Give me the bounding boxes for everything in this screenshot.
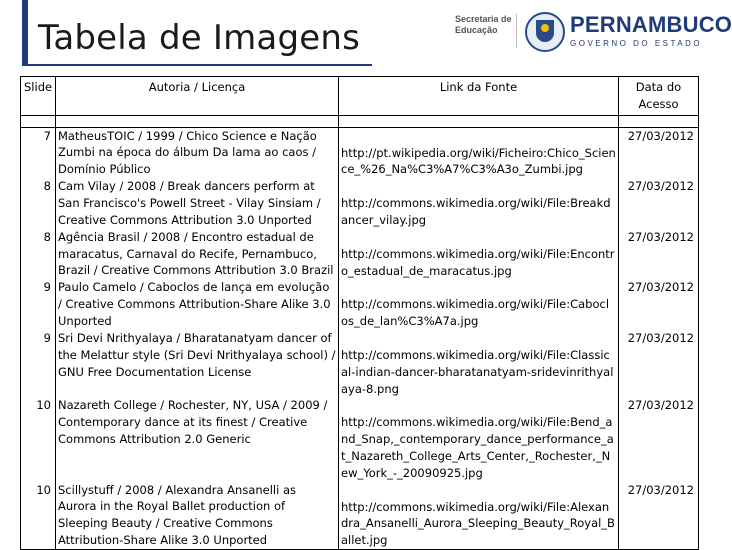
access-date-cell: 27/03/2012	[619, 178, 699, 229]
link-cell[interactable]: http://commons.wikimedia.org/wiki/File:Caboclos_de_lan%C3%A7a.jpg	[339, 279, 619, 330]
state-crest-icon	[525, 12, 565, 52]
link-cell[interactable]: http://commons.wikimedia.org/wiki/File:Classical-indian-dancer-bharatanatyam-sridevinrithyalaya-8.png	[339, 330, 619, 397]
link-cell[interactable]: http://commons.wikimedia.org/wiki/File:Encontro_estadual_de_maracatus.jpg	[339, 229, 619, 280]
table-row	[21, 279, 699, 330]
link-cell[interactable]: http://pt.wikipedia.org/wiki/Ficheiro:Chico_Science_%26_Na%C3%A7%C3%A3o_Zumbi.jpg	[339, 127, 619, 178]
page-title: Tabela de Imagens	[38, 18, 361, 58]
column-header-slide: Slide	[21, 77, 56, 116]
table-row	[21, 482, 699, 550]
title-bar	[0, 0, 732, 66]
secretaria-line-1: Secretaria de	[455, 14, 512, 24]
brand-logo	[570, 12, 732, 48]
autoria-cell: Nazareth College / Rochester, NY, USA / 2009 / Contemporary dance at its finest / Creative Commons Attribution 2.0 Generic	[56, 397, 339, 481]
slide-number: 8	[21, 229, 56, 280]
title-underline	[22, 64, 372, 66]
table-body	[21, 127, 699, 549]
title-accent-bar	[22, 0, 28, 64]
link-cell[interactable]: http://commons.wikimedia.org/wiki/File:Breakdancer_vilay.jpg	[339, 178, 619, 229]
autoria-cell: MatheusTOIC / 1999 / Chico Science e Nação Zumbi na época do álbum Da lama ao caos / Domínio Público	[56, 127, 339, 178]
column-header-data: Data do Acesso	[619, 77, 699, 116]
autoria-cell: Scillystuff / 2008 / Alexandra Ansanelli as Aurora in the Royal Ballet production of Sleeping Beauty / Creative Commons Attribution-Share Alike 3.0 Unported	[56, 482, 339, 550]
slide-number: 9	[21, 330, 56, 397]
secretaria-logo	[455, 14, 517, 48]
link-cell[interactable]: http://commons.wikimedia.org/wiki/File:Alexandra_Ansanelli_Aurora_Sleeping_Beauty_Royal_Ballet.jpg	[339, 482, 619, 550]
header-separator	[21, 115, 699, 127]
brand-subtitle: GOVERNO DO ESTADO	[570, 39, 703, 48]
slide-number: 7	[21, 127, 56, 178]
access-date-cell: 27/03/2012	[619, 482, 699, 550]
table-header-row	[21, 77, 699, 116]
table-row	[21, 229, 699, 280]
column-header-autoria: Autoria / Licença	[56, 77, 339, 116]
access-date-cell: 27/03/2012	[619, 127, 699, 178]
access-date-cell: 27/03/2012	[619, 330, 699, 397]
slide-number: 10	[21, 482, 56, 550]
autoria-cell: Sri Devi Nrithyalaya / Bharatanatyam dancer of the Melattur style (Sri Devi Nrithyalaya school) / GNU Free Documentation License	[56, 330, 339, 397]
access-date-cell: 27/03/2012	[619, 229, 699, 280]
link-cell[interactable]: http://commons.wikimedia.org/wiki/File:Bend_and_Snap,_contemporary_dance_performance_at_Nazareth_College_Arts_Center,_Rochester,_New_York_-_20090925.jpg	[339, 397, 619, 481]
access-date-cell: 27/03/2012	[619, 279, 699, 330]
autoria-cell: Agência Brasil / 2008 / Encontro estadual de maracatus, Carnaval do Recife, Pernambuco, Brazil / Creative Commons Attribution 3.0 Brazil	[56, 229, 339, 280]
slide-number: 9	[21, 279, 56, 330]
column-header-link: Link da Fonte	[339, 77, 619, 116]
table-row	[21, 127, 699, 178]
autoria-cell: Paulo Camelo / Caboclos de lança em evolução / Creative Commons Attribution-Share Alike 3.0 Unported	[56, 279, 339, 330]
secretaria-line-2: Educação	[455, 25, 498, 35]
brand-name: PERNAMBUCO	[570, 12, 732, 37]
image-credits-table	[20, 76, 699, 550]
autoria-cell: Cam Vilay / 2008 / Break dancers perform at San Francisco's Powell Street - Vilay Sinsiam / Creative Commons Attribution 3.0 Unported	[56, 178, 339, 229]
table-row	[21, 178, 699, 229]
access-date-cell: 27/03/2012	[619, 397, 699, 481]
table-row	[21, 330, 699, 397]
slide-number: 8	[21, 178, 56, 229]
table-row	[21, 397, 699, 481]
slide-number: 10	[21, 397, 56, 481]
